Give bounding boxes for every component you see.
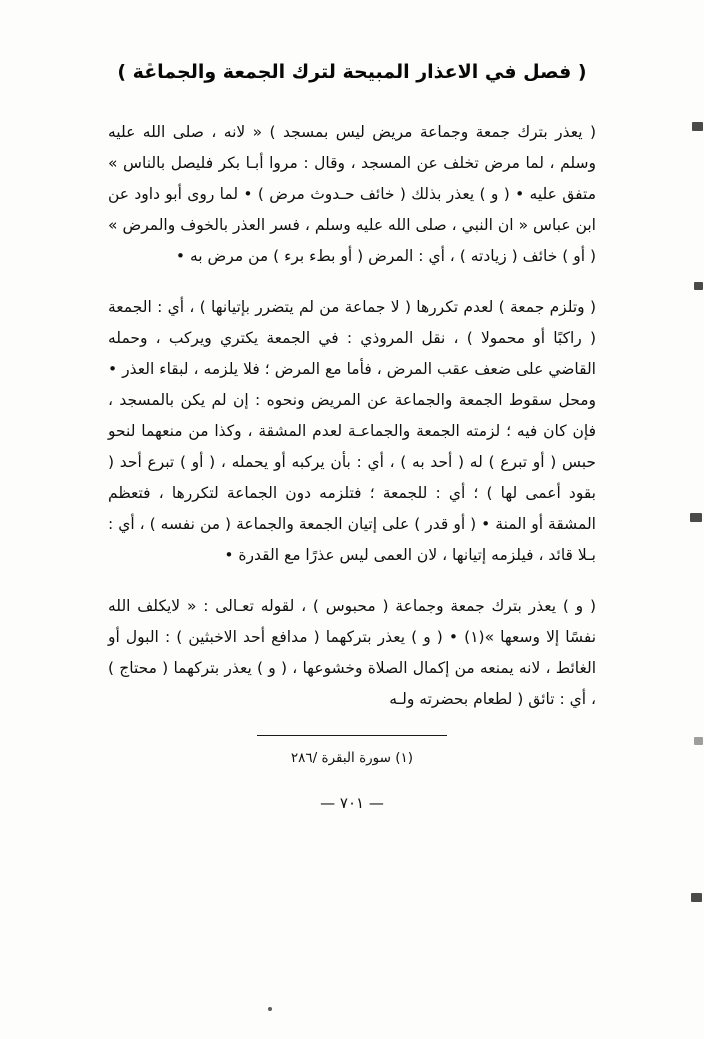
scan-speckle [694,737,703,745]
scan-speckle [691,893,702,902]
scan-speckle [268,1007,272,1011]
scan-speckle [692,122,703,131]
body-paragraph: ( و ) يعذر بترك جمعة وجماعة ( محبوس ) ، لقوله تعـالى : « لايكلف الله نفسًا إلا وسعها »‏(١) • ( و ) يعذر بتركهما ( مدافع أحد الاخبثين ) : البول أو الغائط ، لانه يمنعه من إكمال الصلاة وخشوعها ، ( و ) يعذر بتركهما ( محتاج ) ، أي : تائق ( لطعام بحضرته ولـه [108,596,597,708]
page-number: — ٧٠١ — [320,793,384,812]
footnote-divider [257,735,447,736]
scan-speckle [694,282,703,290]
body-paragraph: ( وتلزم جمعة ) لعدم تكررها ( لا جماعة من لم يتضرر بإتيانها ) ، أي : الجمعة ( راكبًا أو محمولا ) ، نقل المروذي : في الجمعة يكتري ويركب ، وحمله القاضي على ضعف عقب المرض ، فأما مع المرض ؛ فلا يلزمه ، لبقاء العذر • ومحل سقوط الجمعة والجماعة عن المريض ونحوه : إن لم يكن بالمسجد ، فإن كان فيه ؛ لزمته الجمعة والجماعـة لعدم المشقة ، وكذا من منعهما لنحو حبس ( أو تبرع ) له ( أحد به ) ، أي : بأن يركبه أو يحمله ، ( أو ) تبرع أحد ( بقود أعمى لها ) ؛ أي : للجمعة ؛ فتلزمه دون الجماعة لتكررها ، فتعظم المشقة أو المنة • ( أو قدر ) على إتيان الجمعة والجماعة ( من نفسه ) ، أي : بـلا قائد ، فيلزمه إتيانها ، لان العمى ليس عذرًا مع القدرة • [108,297,596,564]
page-title: ( فصل في الاعذار المبيحة لترك الجمعة والجماعة ) [117,61,587,83]
body-paragraph: ( يعذر بترك جمعة وجماعة مريض ليس بمسجد ) « لانه ، صلى الله عليه وسلم ، لما مرض تخلف عن المسجد ، وقال : مروا أبـا بكر فليصل بالناس » متفق عليه • ( و ) يعذر بذلك ( خائف حـدوث مرض ) • لما روى أبو داود عن ابن عباس « ان النبي ، صلى الله عليه وسلم ، فسر العذر بالخوف والمرض » ( أو ) خائف ( زيادته ) ، أي : المرض ( أو بطء برء ) من مرض به • [108,122,596,265]
page-content [108,40,596,999]
scan-speckle [690,513,702,522]
footnote-text: (١) سورة البقرة /٢٨٦ [290,749,414,766]
